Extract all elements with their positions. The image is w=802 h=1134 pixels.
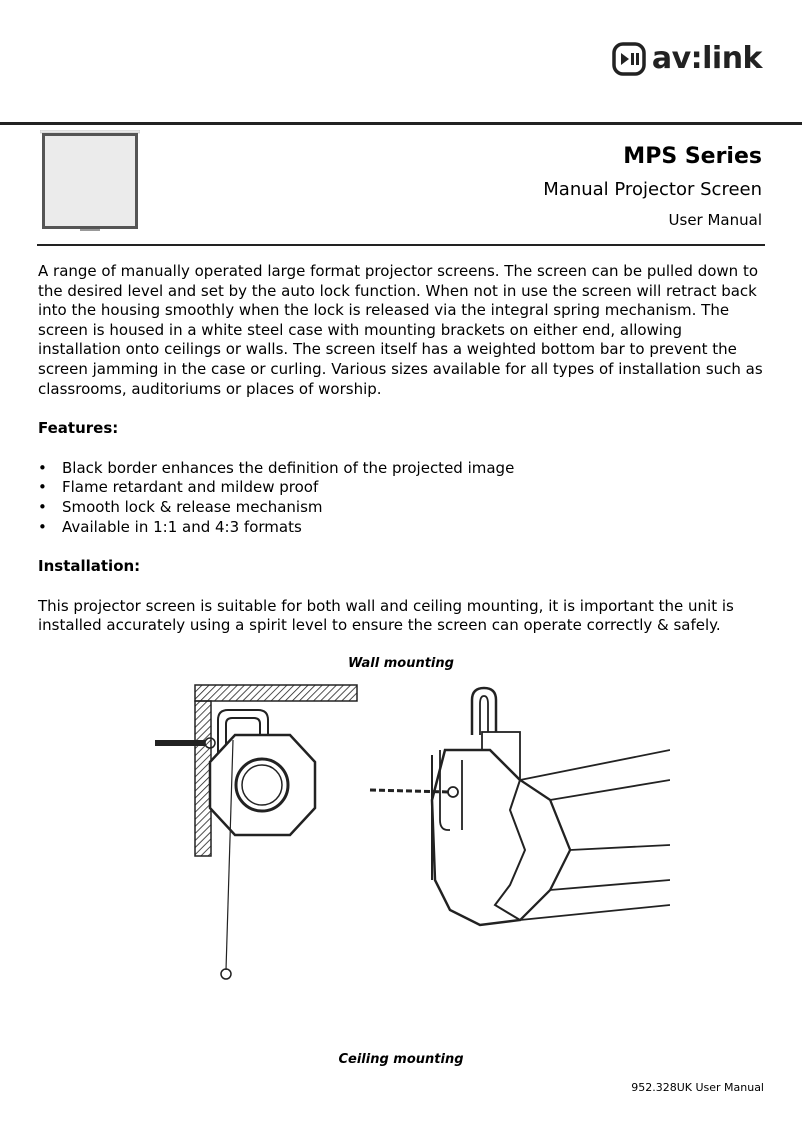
header-rule	[0, 122, 802, 125]
projector-screen-image	[40, 130, 140, 232]
brand-logo	[612, 42, 762, 76]
series-title: MPS Series	[623, 144, 762, 169]
mounting-illustration	[150, 680, 670, 980]
list-item: • Available in 1:1 and 4:3 formats	[38, 518, 764, 538]
title-rule	[37, 244, 765, 246]
features-list	[38, 459, 764, 537]
title-block	[543, 140, 762, 234]
ceiling-mount-drawing	[370, 688, 670, 925]
installation-paragraph: This projector screen is suitable for both wall and ceiling mounting, it is important the unit is installed accurately using a spirit level to ensure the screen can operate correctly & safely.	[38, 596, 734, 635]
ceiling-mounting-caption: Ceiling mounting	[338, 1052, 464, 1067]
wall-mount-drawing	[155, 685, 357, 979]
play-pause-logo-icon	[612, 42, 646, 76]
product-subtitle: Manual Projector Screen	[543, 179, 762, 200]
features-heading: Features:	[38, 419, 119, 438]
installation-heading: Installation:	[38, 557, 141, 576]
document-type: User Manual	[668, 211, 762, 229]
wall-mounting-caption: Wall mounting	[348, 656, 454, 671]
main-content	[38, 262, 764, 636]
intro-paragraph: A range of manually operated large format projector screens. The screen can be pulled down to the desired level and set by the auto lock function. When not in use the screen will retract back into the housing smoothly when the lock is released via the integral spring mechanism. The screen is housed in a white steel case with mounting brackets on either end, allowing installation onto ceilings or walls. The screen itself has a weighted bottom bar to prevent the screen jamming in the case or curling. Various sizes available for all types of installation such as classrooms, auditoriums or places of worship.	[38, 262, 763, 398]
logo-text: av:link	[651, 41, 762, 76]
list-item: • Black border enhances the definition of the projected image	[38, 459, 764, 479]
list-item: • Smooth lock & release mechanism	[38, 498, 764, 518]
footer-doc-id: 952.328UK User Manual	[631, 1081, 764, 1094]
list-item: • Flame retardant and mildew proof	[38, 478, 764, 498]
